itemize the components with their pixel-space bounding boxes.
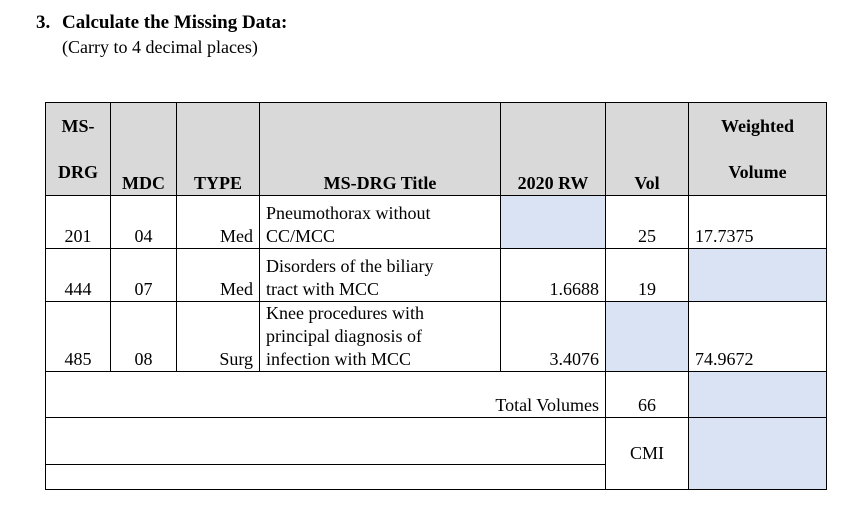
type-cell: Med	[177, 249, 260, 302]
table-row	[46, 196, 827, 249]
total-volumes-label: Total Volumes	[46, 372, 606, 418]
table-row	[46, 249, 827, 302]
cmi-label: CMI	[606, 418, 689, 490]
title-cell: Disorders of the biliary tract with MCC	[260, 249, 501, 302]
mdc-cell: 07	[111, 249, 177, 302]
drg-cell: 444	[46, 249, 111, 302]
weighted-answer-cell[interactable]	[689, 249, 827, 302]
mdc-cell: 08	[111, 302, 177, 372]
header-mdc: MDC	[111, 103, 177, 196]
header-row	[46, 103, 827, 196]
title-cell: Knee procedures with principal diagnosis of infection with MCC	[260, 302, 501, 372]
type-cell: Surg	[177, 302, 260, 372]
question-number: 3.	[36, 12, 51, 33]
mdc-cell: 04	[111, 196, 177, 249]
empty-cell	[46, 465, 606, 490]
header-weighted-volume: Weighted Volume	[689, 103, 827, 196]
table-row	[46, 302, 827, 372]
header-title: MS-DRG Title	[260, 103, 501, 196]
title-cell: Pneumothorax without CC/MCC	[260, 196, 501, 249]
drg-cell: 201	[46, 196, 111, 249]
drg-cell: 485	[46, 302, 111, 372]
weighted-cell: 74.9672	[689, 302, 827, 372]
total-weighted-answer-cell[interactable]	[689, 372, 827, 418]
question-heading	[36, 12, 287, 34]
rw-answer-cell[interactable]	[501, 196, 606, 249]
total-vol-cell: 66	[606, 372, 689, 418]
header-type: TYPE	[177, 103, 260, 196]
question-title: Calculate the Missing Data:	[62, 12, 288, 33]
type-cell: Med	[177, 196, 260, 249]
rw-cell: 1.6688	[501, 249, 606, 302]
totals-row	[46, 372, 827, 418]
cmi-answer-cell[interactable]	[689, 418, 827, 490]
empty-cell	[46, 418, 606, 465]
rw-cell: 3.4076	[501, 302, 606, 372]
vol-cell: 25	[606, 196, 689, 249]
vol-cell: 19	[606, 249, 689, 302]
vol-answer-cell[interactable]	[606, 302, 689, 372]
header-drg: MS- DRG	[46, 103, 111, 196]
header-vol: Vol	[606, 103, 689, 196]
cmi-row	[46, 418, 827, 465]
header-rw: 2020 RW	[501, 103, 606, 196]
ms-drg-table	[45, 102, 827, 490]
weighted-cell: 17.7375	[689, 196, 827, 249]
question-note: (Carry to 4 decimal places)	[62, 37, 258, 57]
